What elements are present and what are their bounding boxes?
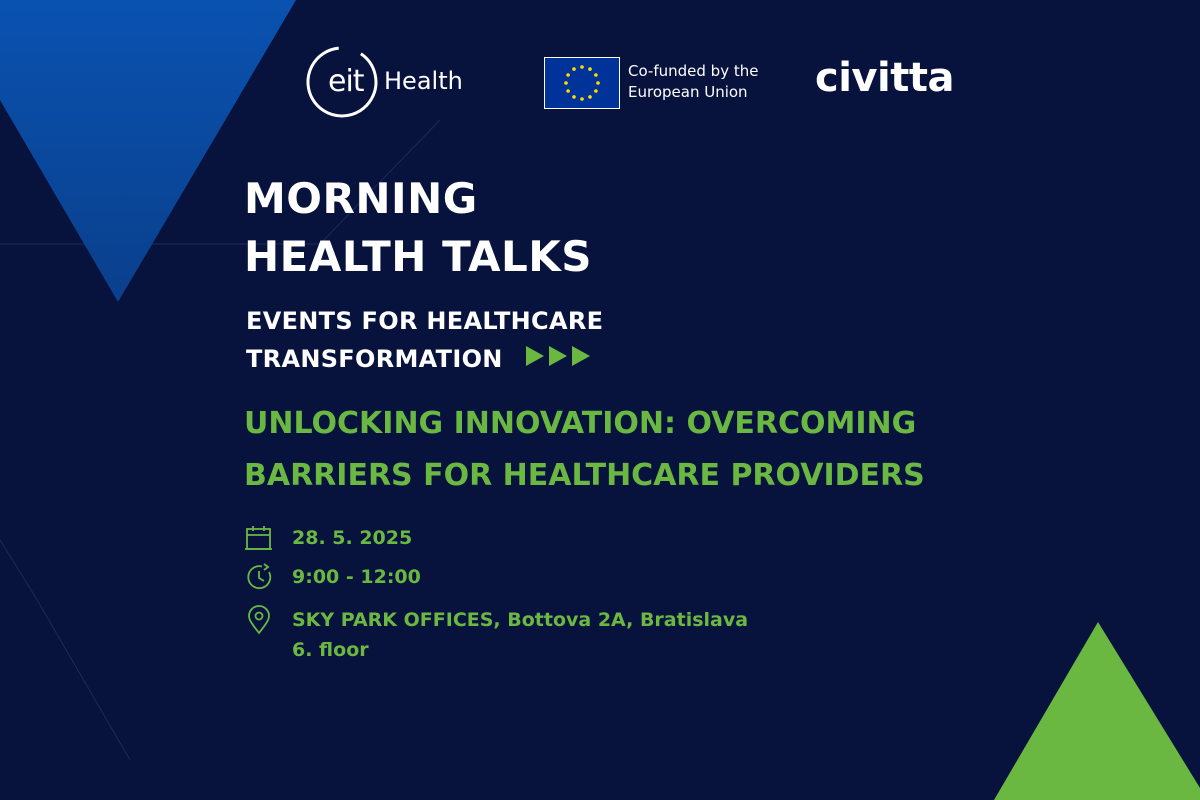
green-triangle	[994, 622, 1200, 800]
decor-line	[0, 540, 36, 598]
event-headline-line2: BARRIERS FOR HEALTHCARE PROVIDERS	[244, 458, 925, 493]
civitta-logo: civitta	[815, 55, 954, 101]
event-time: 9:00 - 12:00	[292, 566, 421, 588]
time-row	[244, 562, 421, 592]
event-title-line2: HEALTH TALKS	[244, 232, 593, 281]
event-headline-line1: UNLOCKING INNOVATION: OVERCOMING	[244, 406, 917, 441]
eu-label-line2: European Union	[628, 83, 748, 101]
event-title-line1: MORNING	[244, 174, 478, 223]
event-location-line2: 6. floor	[292, 639, 369, 661]
location-pin-icon	[244, 605, 274, 635]
eit-health-logo	[302, 44, 482, 120]
date-row	[244, 523, 412, 553]
eit-mark: eit	[328, 64, 364, 99]
triple-arrow-icon	[526, 344, 594, 368]
event-location	[292, 605, 748, 665]
event-subtitle-line2: TRANSFORMATION	[246, 345, 503, 373]
eu-label	[628, 61, 758, 103]
eu-flag-icon	[544, 57, 620, 109]
location-row	[244, 605, 748, 665]
calendar-icon	[244, 523, 274, 553]
decor-line	[36, 598, 130, 760]
event-title	[244, 170, 592, 286]
event-date: 28. 5. 2025	[292, 527, 413, 549]
event-location-line1: SKY PARK OFFICES, Bottova 2A, Bratislava	[292, 609, 749, 631]
eit-name: Health	[384, 67, 463, 95]
clock-icon	[244, 562, 274, 592]
eu-cofunded-logo	[544, 57, 784, 111]
eu-label-line1: Co-funded by the	[628, 62, 759, 80]
event-subtitle-line1: EVENTS FOR HEALTHCARE	[246, 307, 604, 335]
event-headline	[244, 398, 925, 502]
